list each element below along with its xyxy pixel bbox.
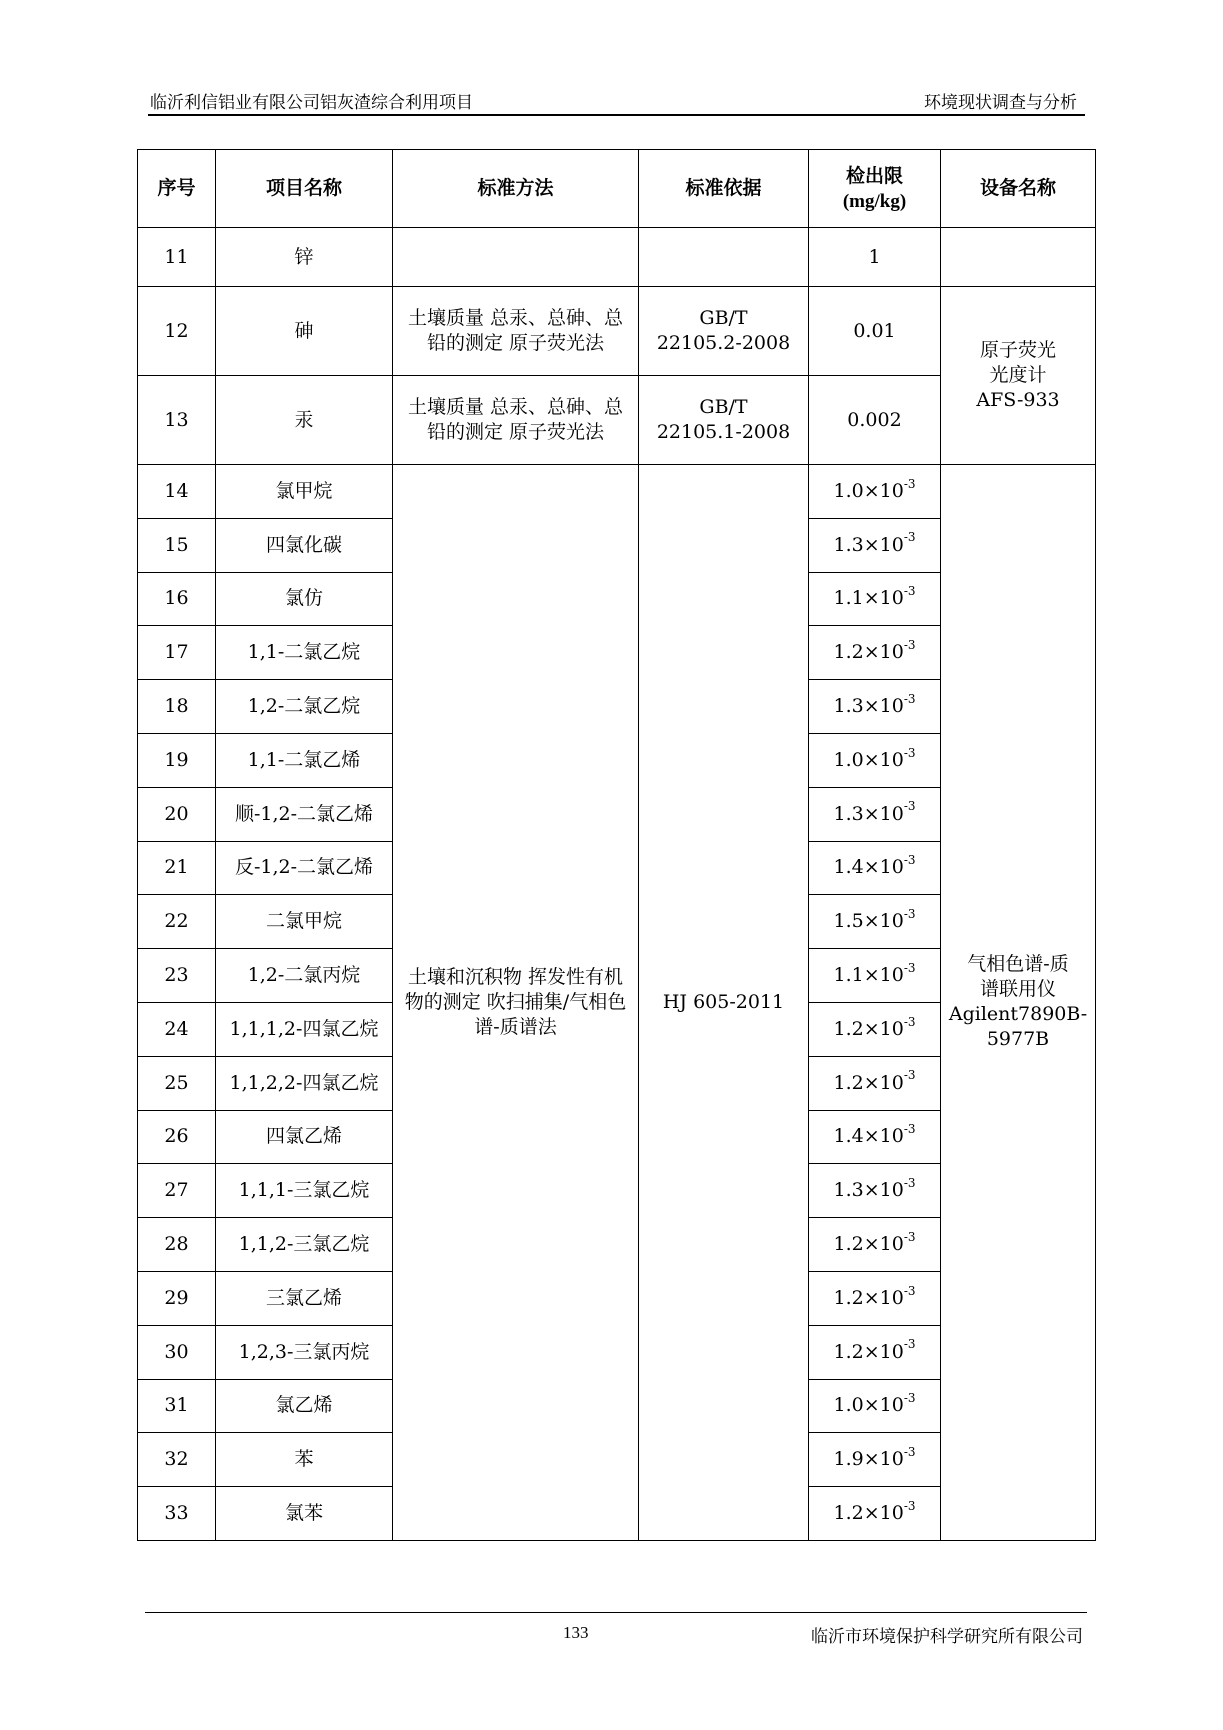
row-item-name: 1,1,2,2-四氯乙烷: [216, 1056, 393, 1110]
page-footer: [145, 1612, 1087, 1653]
row-limit-exponent: -3: [903, 1175, 916, 1190]
row-limit-mantissa: 1.3×10: [833, 695, 904, 718]
row-limit-exponent: -3: [903, 1391, 916, 1406]
row-item-name: 1,1,1,2-四氯乙烷: [216, 1002, 393, 1056]
row-limit-exponent: -3: [903, 637, 916, 652]
row-limit: [809, 1325, 941, 1379]
row-limit-exponent: -3: [903, 799, 916, 814]
row-item-name: 砷: [216, 287, 393, 376]
row-limit: 0.002: [809, 376, 941, 465]
equipment-line: 气相色谱-质: [967, 953, 1069, 976]
row-item-name: 氯乙烯: [216, 1379, 393, 1433]
row-basis: [639, 376, 809, 465]
row-item-name: 1,1,2-三氯乙烷: [216, 1218, 393, 1272]
row-limit-mantissa: 1.0×10: [833, 479, 904, 502]
row-limit-exponent: -3: [903, 1444, 916, 1459]
table-row: [138, 228, 1096, 287]
row-no: 23: [138, 949, 216, 1003]
row-limit-mantissa: 1.2×10: [833, 1502, 904, 1525]
equipment-line: 5977B: [986, 1028, 1050, 1051]
page-header: [148, 86, 1085, 116]
footer-organization: 临沂市环境保护科学研究所有限公司: [811, 1627, 1083, 1647]
header-project-title: 临沂利信铝业有限公司铝灰渣综合利用项目: [150, 93, 473, 113]
row-item-name: 苯: [216, 1433, 393, 1487]
row-limit: [809, 841, 941, 895]
row-basis: [639, 287, 809, 376]
row-no: 18: [138, 680, 216, 734]
row-no: 30: [138, 1325, 216, 1379]
equipment-line: 光度计: [989, 364, 1047, 386]
row-no: 33: [138, 1487, 216, 1541]
col-header-no: 序号: [138, 150, 216, 228]
row-limit-exponent: -3: [903, 853, 916, 868]
row-limit-mantissa: 1.5×10: [833, 910, 904, 933]
row-no: 12: [138, 287, 216, 376]
row-limit: [809, 1271, 941, 1325]
row-no: 13: [138, 376, 216, 465]
row-limit: [809, 1379, 941, 1433]
row-limit-mantissa: 1.0×10: [833, 748, 904, 771]
col-header-item-name: 项目名称: [216, 150, 393, 228]
row-no: 28: [138, 1218, 216, 1272]
row-no: 32: [138, 1433, 216, 1487]
row-limit-exponent: -3: [903, 1014, 916, 1029]
row-no: 11: [138, 228, 216, 287]
equipment-line: Agilent7890B-: [948, 1003, 1088, 1026]
row-limit-mantissa: 1.9×10: [833, 1448, 904, 1471]
row-limit-mantissa: 1.2×10: [833, 1071, 904, 1094]
row-limit: [809, 895, 941, 949]
row-no: 16: [138, 572, 216, 626]
voc-method: 土壤和沉积物 挥发性有机物的测定 吹扫捕集/气相色谱-质谱法: [393, 465, 639, 1541]
row-limit: [809, 949, 941, 1003]
row-limit: [809, 1218, 941, 1272]
row-basis-line: GB/T: [699, 307, 748, 329]
row-item-name: 四氯化碳: [216, 518, 393, 572]
row-limit-mantissa: 1.2×10: [833, 1017, 904, 1040]
row-equipment: [941, 228, 1096, 287]
row-no: 21: [138, 841, 216, 895]
row-limit-mantissa: 1.3×10: [833, 1179, 904, 1202]
row-item-name: 1,2,3-三氯丙烷: [216, 1325, 393, 1379]
row-limit-exponent: -3: [903, 1068, 916, 1083]
row-limit-mantissa: 1.0×10: [833, 1394, 904, 1417]
row-item-name: 1,2-二氯丙烷: [216, 949, 393, 1003]
col-header-basis: 标准依据: [639, 150, 809, 228]
row-item-name: 氯仿: [216, 572, 393, 626]
row-limit-mantissa: 1.1×10: [833, 587, 904, 610]
row-item-name: 1,1,1-三氯乙烷: [216, 1164, 393, 1218]
row-limit: [809, 1433, 941, 1487]
row-no: 24: [138, 1002, 216, 1056]
row-limit: [809, 733, 941, 787]
row-basis-line: 22105.2-2008: [656, 332, 791, 354]
row-limit-exponent: -3: [903, 476, 916, 491]
row-limit-exponent: -3: [903, 960, 916, 975]
table-row: [138, 465, 1096, 519]
row-limit: [809, 1002, 941, 1056]
row-limit: [809, 680, 941, 734]
row-limit: [809, 626, 941, 680]
col-header-equipment: 设备名称: [941, 150, 1096, 228]
row-method: 土壤质量 总汞、总砷、总铅的测定 原子荧光法: [393, 287, 639, 376]
row-limit-exponent: -3: [903, 1122, 916, 1137]
row-no: 14: [138, 465, 216, 519]
row-limit: [809, 1056, 941, 1110]
row-limit-exponent: -3: [903, 745, 916, 760]
row-limit-mantissa: 1.2×10: [833, 1340, 904, 1363]
row-no: 20: [138, 787, 216, 841]
row-item-name: 顺-1,2-二氯乙烯: [216, 787, 393, 841]
row-limit-mantissa: 1.2×10: [833, 1286, 904, 1309]
row-item-name: 1,2-二氯乙烷: [216, 680, 393, 734]
row-limit-mantissa: 1.1×10: [833, 964, 904, 987]
row-no: 22: [138, 895, 216, 949]
row-limit-mantissa: 1.4×10: [833, 1125, 904, 1148]
row-limit-exponent: -3: [903, 1337, 916, 1352]
row-limit-mantissa: 1.3×10: [833, 533, 904, 556]
row-limit-exponent: -3: [903, 1498, 916, 1513]
voc-equipment: [941, 465, 1096, 1541]
row-limit: [809, 1164, 941, 1218]
col-header-limit-unit: (mg/kg): [842, 190, 907, 212]
table-header-row: [138, 150, 1096, 228]
row-basis-line: GB/T: [699, 396, 748, 418]
row-limit: [809, 787, 941, 841]
row-no: 17: [138, 626, 216, 680]
row-item-name: 氯苯: [216, 1487, 393, 1541]
row-limit: [809, 518, 941, 572]
row-limit: [809, 465, 941, 519]
row-limit-exponent: -3: [903, 1229, 916, 1244]
row-item-name: 二氯甲烷: [216, 895, 393, 949]
row-limit-exponent: -3: [903, 691, 916, 706]
row-no: 15: [138, 518, 216, 572]
row-limit-exponent: -3: [903, 530, 916, 545]
row-no: 27: [138, 1164, 216, 1218]
header-section-title: 环境现状调查与分析: [924, 93, 1077, 113]
row-limit: 0.01: [809, 287, 941, 376]
row-limit-mantissa: 1.3×10: [833, 802, 904, 825]
col-header-method: 标准方法: [393, 150, 639, 228]
row-no: 26: [138, 1110, 216, 1164]
row-basis: [639, 228, 809, 287]
col-header-limit-label: 检出限: [845, 164, 903, 187]
row-no: 31: [138, 1379, 216, 1433]
row-no: 29: [138, 1271, 216, 1325]
row-limit-mantissa: 1.2×10: [833, 641, 904, 664]
row-method: [393, 228, 639, 287]
row-item-name: 四氯乙烯: [216, 1110, 393, 1164]
row-limit: [809, 572, 941, 626]
equipment-line: AFS-933: [976, 389, 1060, 411]
row-item-name: 锌: [216, 228, 393, 287]
row-limit-exponent: -3: [903, 584, 916, 599]
page-number: 133: [563, 1623, 589, 1642]
row-no: 25: [138, 1056, 216, 1110]
row-item-name: 反-1,2-二氯乙烯: [216, 841, 393, 895]
row-limit-mantissa: 1.4×10: [833, 856, 904, 879]
row-limit-exponent: -3: [903, 906, 916, 921]
row-limit-mantissa: 1.2×10: [833, 1233, 904, 1256]
equipment-line: 谱联用仪: [979, 978, 1056, 1001]
equipment-afs: [941, 287, 1096, 465]
row-item-name: 1,1-二氯乙烷: [216, 626, 393, 680]
table-row: [138, 287, 1096, 376]
row-limit-exponent: -3: [903, 1283, 916, 1298]
row-limit: [809, 1110, 941, 1164]
row-basis-line: 22105.1-2008: [656, 421, 791, 443]
row-item-name: 三氯乙烯: [216, 1271, 393, 1325]
row-limit: [809, 1487, 941, 1541]
voc-basis: HJ 605-2011: [639, 465, 809, 1541]
row-item-name: 氯甲烷: [216, 465, 393, 519]
col-header-limit: [809, 150, 941, 228]
row-no: 19: [138, 733, 216, 787]
row-item-name: 1,1-二氯乙烯: [216, 733, 393, 787]
row-item-name: 汞: [216, 376, 393, 465]
equipment-line: 原子荧光: [979, 339, 1056, 361]
row-limit: 1: [809, 228, 941, 287]
detection-limit-table: [137, 149, 1096, 1541]
row-method: 土壤质量 总汞、总砷、总铅的测定 原子荧光法: [393, 376, 639, 465]
